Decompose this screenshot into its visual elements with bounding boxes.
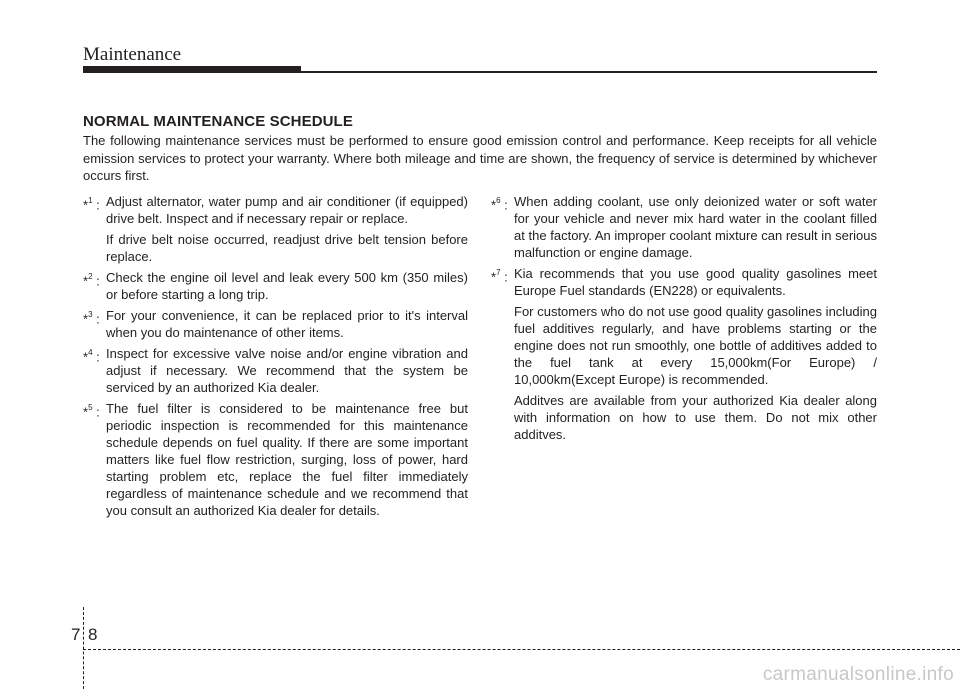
footnote-text: Inspect for excessive valve noise and/or engine vibration and adjust if necessary. We recommend that the system be serviced by an authorized Kia dealer. <box>106 346 468 395</box>
intro-paragraph: The following maintenance services must be performed to ensure good emission control and performance. Keep receipts for all vehicle emission services to protect your warranty. Where both mileage and time are shown, the frequency of service is determined by whichever occurs first. <box>83 133 877 183</box>
footnote-marker: *$^7$ : <box>491 268 508 285</box>
footer-divider-horizontal <box>83 649 960 650</box>
footnote-text: Adjust alternator, water pump and air conditioner (if equipped) drive belt. Inspect and if necessary repair or replace. <box>106 194 468 226</box>
footnote-text: If drive belt noise occurred, readjust drive belt tension before replace. <box>106 232 468 264</box>
footnote-item <box>83 400 468 519</box>
footnote-marker: *$^4$ : <box>83 348 100 365</box>
footnote-item <box>491 265 877 443</box>
chapter-number: 7 <box>71 625 81 644</box>
footer-divider-vertical <box>83 607 84 689</box>
footnote-marker: *$^6$ : <box>491 196 508 213</box>
footnote-text: Check the engine oil level and leak every 500 km (350 miles) or before starting a long trip. <box>106 270 468 302</box>
notes-left-column <box>83 193 468 523</box>
footnote-marker: *$^2$ : <box>83 272 100 289</box>
footnote-item <box>83 307 468 341</box>
footnote-item <box>83 345 468 396</box>
footnote-text: For your convenience, it can be replaced prior to it's interval when you do maintenance of other items. <box>106 308 468 340</box>
footnote-text: The fuel filter is considered to be maintenance free but periodic inspection is recommended for this maintenance schedule depends on fuel quality. If there are some important matters like fuel flow restriction, surging, loss of power, hard starting problem etc, replace the fuel filter immediately regardless of maintenance schedule and we recommend that you consult an authorized Kia dealer for details. <box>106 401 468 518</box>
footnote-text: When adding coolant, use only deionized water or soft water for your vehicle and never mix hard water in the coolant filled at the factory. An improper coolant mixture can result in serious malfunction or engine damage. <box>514 194 877 260</box>
watermark: carmanualsonline.info <box>762 664 954 685</box>
header-rule-thin <box>301 71 877 73</box>
page-number: 8 <box>88 625 98 644</box>
section-title: Maintenance <box>83 44 182 65</box>
footnote-text: Additves are available from your authorized Kia dealer along with information on how to use them. Do not mix other additves. <box>514 393 877 442</box>
notes-right-column <box>491 193 877 447</box>
schedule-heading: NORMAL MAINTENANCE SCHEDULE <box>83 113 353 130</box>
footnote-marker: *$^3$ : <box>83 310 100 327</box>
footnote-item <box>83 269 468 303</box>
footnote-item <box>83 193 468 265</box>
footnote-marker: *$^5$ : <box>83 403 100 420</box>
footnote-text: Kia recommends that you use good quality gasolines meet Europe Fuel standards (EN228) or equivalents. <box>514 266 877 298</box>
header-rule-thick <box>83 66 301 73</box>
footnote-marker: *$^1$ : <box>83 196 100 213</box>
footnote-text: For customers who do not use good quality gasolines including fuel additives regularly, and have problems starting or the engine does not run smoothly, one bottle of additives added to the fuel tank at every 15,000km(For Europe) / 10,000km(Except Europe) is recommended. <box>514 304 877 387</box>
footnote-item <box>491 193 877 261</box>
